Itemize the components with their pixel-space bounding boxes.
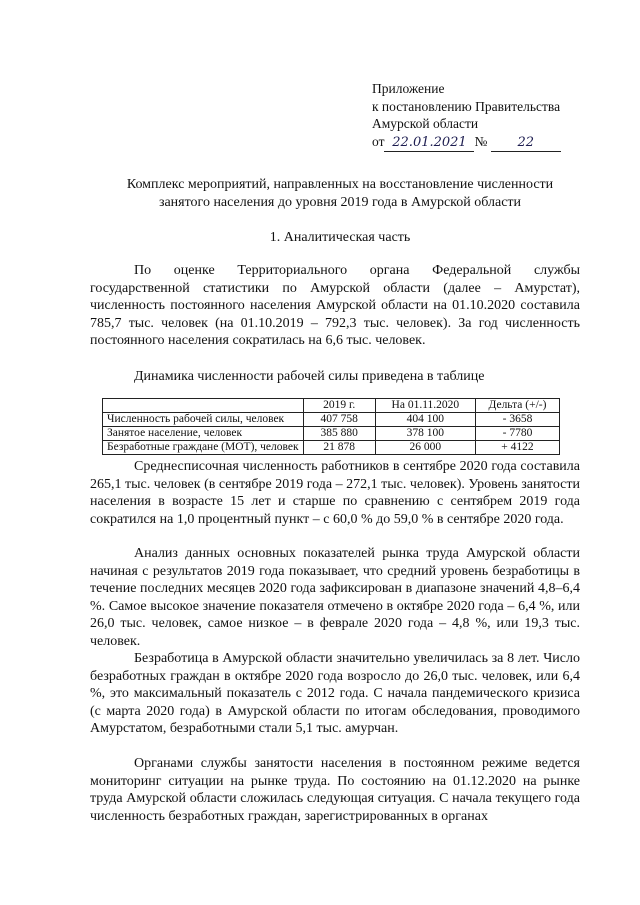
paragraph-population [90, 262, 580, 350]
paragraph-table-intro [90, 368, 580, 386]
number-label: № [474, 133, 488, 149]
table-header-cell: 2019 г. [303, 399, 375, 413]
paragraph-text: Среднесписочная численность работников в сентябре 2020 года составила 265,1 тыс. человек (в сентябре 2019 года – 272,1 тыс. человек). Уровень занятости населения в возрасте 15 лет и старше по сравнению с сентябрем 2019 года сократился на 1,0 процентный пункт – с 60,0 % до 59,0 % в сентябре 2020 года. [90, 459, 580, 527]
paragraph-monitoring [90, 755, 580, 825]
appendix-line-2: к постановлению Правительства [372, 98, 561, 114]
title-line-1: Комплекс мероприятий, направленных на восстановление численности [126, 177, 554, 192]
table-cell: Занятое население, человек [103, 427, 304, 441]
paragraph-unemployment-analysis [90, 545, 580, 651]
handwritten-number: 22 [491, 134, 561, 153]
labor-force-table [102, 398, 560, 455]
handwritten-date: 22.01.2021 [384, 134, 474, 153]
table-cell: 404 100 [375, 413, 475, 427]
appendix-block [372, 80, 612, 152]
table-header-cell: Дельта (+/-) [475, 399, 559, 413]
table-cell: 378 100 [375, 427, 475, 441]
table-cell: Безработные граждане (МОТ), человек [103, 441, 304, 455]
paragraph-text: Органами службы занятости населения в постоянном режиме ведется мониторинг ситуации на рынке труда. По состоянию на 01.12.2020 на рынке труда Амурской области сложилась следующая ситуация. С начала текущего года численность безработных граждан, зарегистрированных в органах [90, 756, 580, 824]
table-cell: 21 878 [303, 441, 375, 455]
table-row [103, 441, 560, 455]
table-cell: - 7780 [475, 427, 559, 441]
document-title [70, 176, 610, 212]
from-label: от [372, 133, 385, 149]
paragraph-text: Динамика численности рабочей силы приведена в таблице [134, 369, 485, 384]
table-cell: + 4122 [475, 441, 559, 455]
paragraph-employment [90, 458, 580, 528]
paragraph-text: Безработица в Амурской области значительно увеличилась за 8 лет. Число безработных граждан в октябре 2020 года возросло до 26,0 тыс. человек, или 6,4 %, это максимальный показатель с 2012 года. С начала пандемического кризиса (с марта 2020 года) в Амурской области по итогам обследования, проводимого Амурстатом, безработными стали 5,1 тыс. амурчан. [90, 651, 580, 737]
appendix-line-1: Приложение [372, 81, 445, 96]
paragraph-unemployment-growth [90, 650, 580, 738]
appendix-date-line [372, 133, 612, 153]
appendix-line-3: Амурской области [372, 116, 479, 131]
paragraph-text: По оценке Территориального органа Федеральной службы государственной статистики по Амурской области (далее – Амурстат), численность постоянного населения Амурской области на 01.10.2020 составила 785,7 тыс. человек (на 01.10.2019 – 792,3 тыс. человек). За год численность постоянного населения сократилась на 6,6 тыс. человек. [90, 263, 580, 349]
table-header-cell [103, 399, 304, 413]
paragraph-text: Анализ данных основных показателей рынка труда Амурской области начиная с результатов 2019 года показывает, что средний уровень безработицы в течение последних месяцев 2020 года зафиксирован в диапазоне значений 4,8–6,4 %. Самое высокое значение показателя отмечено в октябре 2020 года – 6,4 %, или 26,0 тыс. человек, самое низкое – в феврале 2020 года – 4,8 %, или 19,3 тыс. человек. [90, 546, 580, 649]
title-line-2: занятого населения до уровня 2019 года в Амурской области [158, 195, 522, 210]
table-cell: Численность рабочей силы, человек [103, 413, 304, 427]
table-cell: 407 758 [303, 413, 375, 427]
table-cell: 385 880 [303, 427, 375, 441]
section-heading: 1. Аналитическая часть [269, 230, 411, 245]
table-cell: 26 000 [375, 441, 475, 455]
table-header-cell: На 01.11.2020 [375, 399, 475, 413]
table-header-row [103, 399, 560, 413]
table-row [103, 413, 560, 427]
table-row [103, 427, 560, 441]
table-cell: - 3658 [475, 413, 559, 427]
